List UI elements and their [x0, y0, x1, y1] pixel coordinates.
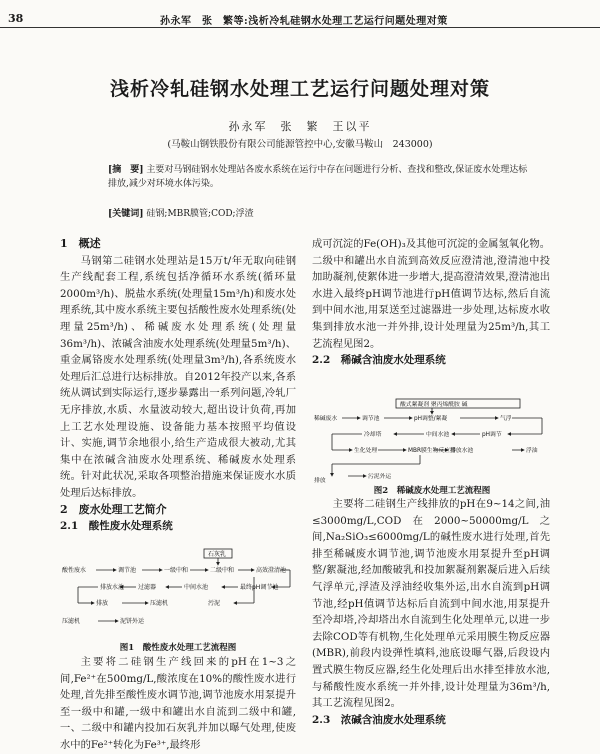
fig1-discharge: 排放	[96, 600, 109, 607]
affiliation: (马鞍山钢铁股份有限公司能源管控中心,安徽马鞍山 243000)	[167, 139, 433, 150]
fig2-cool: 冷却塔	[364, 432, 382, 438]
fig1-lime: 石灰乳	[208, 551, 227, 558]
right-column-top	[312, 236, 550, 369]
figure-1-diagram	[58, 547, 298, 639]
fig2-oil: 浮油	[526, 448, 538, 454]
section-1-paragraph: 马钢第二硅钢水处理站是15万t/年无取向硅钢生产线配套工程,系统包括净循环水系统(循环量2000m³/h)、脱盐水系统(处理量15m³/h)和废水处理系统,其中废水系统主要包括酸性废水处理系统(处理量25m³/h)、稀碱废水处理系统(处理量36m³/h)、浓碱含油废水处理系统(处理量5m³/h)、重金属铬废水处理系统(处理量3m³/h),各系统废水处理后汇总进行达标排放。自2012年投产以来,各系统从调试到实际运行,逐步暴露出一系列问题,冷轧厂无序排放,水质、水量波动较大,超出设计负荷,再加上工艺水处理设施、设备能力基本按照平均值设计、实施,调节余地很小,给生产造成很大被动,尤其集中在浓碱含油废水处理系统、稀碱废水处理系统。针对此状况,采取各项整治措施来保证废水水质处理后达标排放。	[60, 254, 296, 499]
fig2-bio: 生化处理	[354, 448, 378, 454]
abstract-label: [摘 要]	[108, 165, 144, 175]
fig1-mid: 中间水池	[184, 584, 209, 591]
figure-2-caption: 图2 稀碱废水处理工艺流程图	[373, 486, 491, 496]
fig1-neut2: 二级中和	[210, 567, 235, 574]
fig1-neut1: 一级中和	[164, 567, 189, 574]
section-2-heading: 2 废水处理工艺简介	[60, 502, 167, 516]
section-2-1-heading: 2.1 酸性废水处理系统	[60, 520, 173, 533]
fig2-adjust: 调节池	[362, 416, 380, 422]
fig1-ph: 最终pH调节池	[240, 584, 279, 591]
figure-1	[58, 547, 298, 639]
keywords-label: [关键词]	[108, 209, 144, 219]
page-number: 38	[8, 12, 24, 25]
keywords-text: 硅钢;MBR膜管;COD;浮渣	[146, 209, 254, 219]
keywords	[108, 206, 532, 219]
running-title: 孙永军 张 繁等:浅析冷轧硅钢水处理工艺运行问题处理对策	[160, 16, 448, 27]
section-2-2-heading: 2.2 稀碱含油废水处理系统	[312, 354, 446, 367]
fig1-cake: 泥饼外运	[120, 618, 145, 625]
fig1-drain: 排放水池	[100, 584, 125, 591]
authors: 孙永军 张 繁 王以平	[228, 120, 372, 133]
right-column-bottom	[312, 496, 550, 728]
fig2-mid: 中间水池	[426, 432, 450, 438]
figure-1-caption: 图1 酸性废水处理工艺流程图	[119, 643, 237, 653]
fig1-sludge: 污泥	[208, 600, 221, 607]
abstract	[108, 163, 532, 191]
figure-2	[312, 398, 552, 484]
fig2-mbr: MBR膜生物反应器	[408, 448, 456, 454]
section-2-1-paragraph: 主要将二硅钢生产线回来的pH在1~3之间,Fe²⁺在500mg/L,酸浓度在10%的酸性废水进行处理,首先排至酸性废水调节池,调节池废水用泵提升至一级中和罐,一级中和罐出水自流到二级中和罐,一、二级中和罐内投加石灰乳并加以曝气处理,使废水中的Fe²⁺转化为Fe³⁺,最终形	[60, 656, 296, 751]
section-1-heading: 1 概述	[60, 237, 101, 250]
abstract-text: 主要对马钢硅钢水处理站各废水系统在运行中存在问题进行分析、查找和整改,保证废水处理达标排放,减少对环境水体污染。	[108, 165, 528, 189]
fig2-ph: pH调节	[482, 432, 502, 438]
paper-title: 浅析冷轧硅钢水处理工艺运行问题处理对策	[109, 78, 490, 100]
left-column-top	[60, 236, 296, 535]
fig1-press-out: 压滤机	[62, 618, 81, 625]
page-header	[0, 0, 600, 30]
fig1-adjust: 调节池	[118, 567, 137, 574]
fig1-clar: 高效澄清池	[256, 567, 287, 574]
figure-2-diagram	[312, 398, 552, 484]
fig2-discharge: 排放	[314, 478, 326, 484]
fig1-acid-water: 酸性废水	[62, 567, 87, 574]
section-2-2-paragraph: 主要将二硅钢生产线排放的pH在9~14之间,油≤3000mg/L,COD在2000~50000mg/L之间,Na₂SiO₃≤6000mg/L的碱性废水进行处理,首先排至稀碱废水调节池,调节池废水用泵提升至pH调整/絮凝池,经加酸破乳和投加絮凝剂絮凝后进入后续气浮单元,浮渣及浮油经收集外运,出水自流到pH调节池,经pH值调节达标后自流到中间水池,用泵提升至冷却塔,冷却塔出水自流到生化处理单元,以进一步去除COD等有机物,生化处理单元采用膜生物反应器(MBR),前段内设弹性填料,池底设曝气器,后段设内置式膜生物反应器,经生化处理后出水排至排放水池,与稀酸性废水系统一并外排,设计处理量为36m³/h,其工艺流程见图2。	[312, 498, 550, 710]
fig1-press: 压滤机	[150, 600, 169, 607]
fig2-reagents: 酸式絮凝剂 聚丙烯酰胺 碱	[400, 402, 468, 408]
fig2-float: pH调整/絮凝	[414, 416, 448, 422]
fig2-drain: 排放水池	[450, 448, 474, 454]
section-2-3-heading: 2.3 浓碱含油废水处理系统	[312, 713, 446, 726]
fig2-water: 稀碱废水	[314, 416, 338, 422]
fig2-air: 气浮	[500, 416, 512, 422]
continued-paragraph: 成可沉淀的Fe(OH)₃及其他可沉淀的金属氢氧化物。二级中和罐出水自流到高效反应澄清池,澄清池中投加助凝剂,使絮体进一步增大,提高澄清效果,澄清池出水进入最终pH调节池进行pH值调节达标,然后自流到中间水池,用泵送至过滤器进一步处理,达标废水收集到排放水池一并外排,设计处理量为25m³/h,其工艺流程见图2。	[312, 238, 550, 350]
fig2-sludge: 污泥外运	[368, 474, 392, 480]
header-rule	[0, 27, 600, 28]
fig1-filter: 过滤器	[138, 584, 157, 591]
